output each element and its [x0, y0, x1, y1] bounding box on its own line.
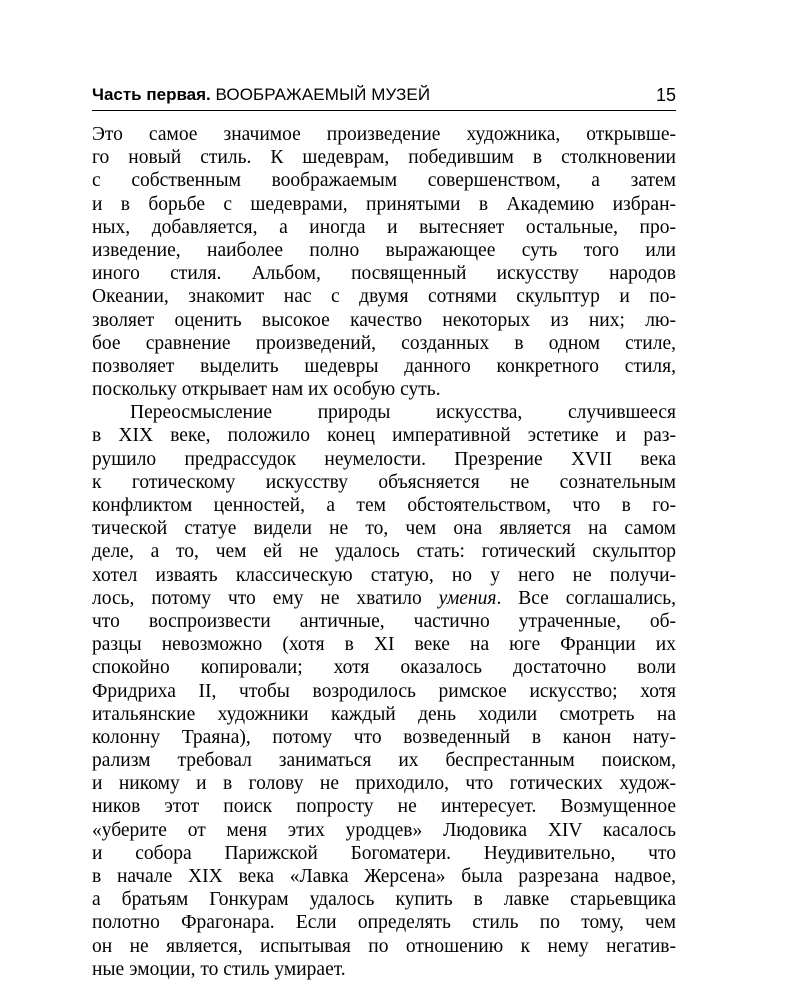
text-line: рушило предрассудок неумелости. Презрение XVII века: [92, 448, 676, 470]
text-line: го новый стиль. К шедеврам, победившим в столкновении: [92, 147, 676, 169]
text-line: ные эмоции, то стиль умирает.: [92, 958, 346, 980]
text-line: бое сравнение произведений, созданных в одном стиле,: [92, 332, 676, 354]
part-label: Часть первая.: [92, 85, 211, 104]
text-line: и никому и в голову не приходило, что готических худож-: [92, 773, 676, 795]
text-line: Это самое значимое произведение художника, открывше-: [92, 124, 676, 145]
text-line: «уберите от меня этих уродцев» Людовика XIV касалось: [92, 819, 676, 841]
text-line: в начале XIX века «Лавка Жерсена» была разрезана надвое,: [92, 866, 676, 887]
text-line: полотно Фрагонара. Если определять стиль по тому, чем: [92, 912, 676, 934]
text-line: иного стиля. Альбом, посвященный искусству народов: [92, 263, 676, 285]
section-title: ВООБРАЖАЕМЫЙ МУЗЕЙ: [215, 85, 431, 104]
text-line: поскольку открывает нам их особую суть.: [92, 379, 441, 401]
text-line: итальянские художники каждый день ходили смотреть на: [92, 703, 676, 725]
text-line: [92, 587, 676, 610]
text-line: и собора Парижской Богоматери. Неудивительно, что: [92, 842, 676, 864]
text-line: и в борьбе с шедеврами, принятыми в Академию избран-: [92, 193, 676, 215]
text-segment: . Все соглашались,: [496, 587, 676, 609]
text-line: зволяет оценить высокое качество некоторых из них; лю-: [92, 309, 676, 331]
text-line: тической статуе видели не то, чем она является на самом: [92, 518, 676, 540]
paragraph-1: [92, 123, 676, 401]
text-line: конфликтом ценностей, а тем обстоятельством, что в го-: [92, 495, 676, 516]
text-line: разцы невозможно (хотя в XI веке на юге Франции их: [92, 634, 676, 656]
text-segment: лось, потому что ему не хватило: [92, 587, 439, 609]
text-line: Океании, знакомит нас с двумя сотнями скульптур и по-: [92, 286, 676, 308]
text-line: он не является, испытывая по отношению к нему негатив-: [92, 935, 676, 957]
text-line: к готическому искусству объясняется не сознательным: [92, 471, 676, 493]
body-text: [92, 123, 676, 981]
text-line: с собственным воображаемым совершенством, а затем: [92, 170, 676, 192]
text-line: Фридриха II, чтобы возродилось римское искусство; хотя: [92, 680, 676, 702]
paragraph-2: [92, 401, 676, 981]
text-line: ных, добавляется, а иногда и вытесняет остальные, про-: [92, 216, 676, 238]
text-line: деле, а то, чем ей не удалось стать: готический скульптор: [92, 541, 676, 563]
running-header: [92, 80, 676, 111]
header-title: [92, 80, 430, 110]
text-line: Переосмысление природы искусства, случившееся: [130, 402, 676, 424]
text-line: колонну Траяна), потому что возведенный в канон нату-: [92, 726, 676, 748]
text-line: что воспроизвести античные, частично утраченные, об-: [92, 610, 676, 632]
text-line: а братьям Гонкурам удалось купить в лавке старьевщика: [92, 889, 676, 911]
emphasized-word: умения: [438, 587, 497, 609]
text-line: рализм требовал заниматься их беспрестанным поиском,: [92, 750, 676, 772]
text-line: позволяет выделить шедевры данного конкретного стиля,: [92, 355, 676, 377]
text-line: в XIX веке, положило конец императивной эстетике и раз-: [92, 425, 676, 447]
text-line: изведение, наиболее полно выражающее суть того или: [92, 239, 676, 261]
text-line: хотел изваять классическую статую, но у него не получи-: [92, 564, 676, 586]
text-line: спокойно копировали; хотя оказалось достаточно воли: [92, 657, 676, 679]
page-number: 15: [655, 85, 676, 105]
text-line: ников этот поиск попросту не интересует. Возмущенное: [92, 796, 676, 818]
